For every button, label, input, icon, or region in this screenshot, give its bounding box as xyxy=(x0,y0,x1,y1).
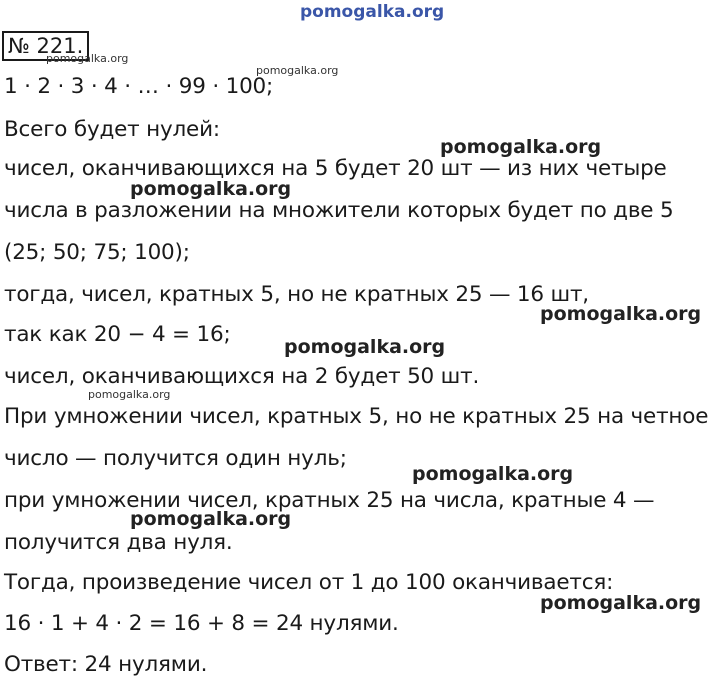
watermark: pomogalka.org xyxy=(284,336,446,358)
problem-number: № 221. xyxy=(2,31,89,61)
watermark-small: pomogalka.org xyxy=(46,52,129,65)
header-watermark[interactable]: pomogalka.org xyxy=(300,2,445,22)
solution-line: При умножении чисел, кратных 5, но не кратных 25 на четное xyxy=(4,404,709,429)
solution-line: число — получится один нуль; xyxy=(4,446,347,471)
answer-line: Ответ: 24 нулями. xyxy=(4,652,208,677)
solution-line: Всего будет нулей: xyxy=(4,117,220,142)
solution-line: 16 · 1 + 4 · 2 = 16 + 8 = 24 нулями. xyxy=(4,611,399,636)
solution-line: получится два нуля. xyxy=(4,530,233,555)
solution-line: Тогда, произведение чисел от 1 до 100 оканчивается: xyxy=(4,570,614,595)
watermark: pomogalka.org xyxy=(130,178,292,200)
watermark: pomogalka.org xyxy=(540,303,702,325)
watermark-small: pomogalka.org xyxy=(256,64,339,77)
solution-line: так как 20 − 4 = 16; xyxy=(4,322,231,347)
watermark: pomogalka.org xyxy=(130,508,292,530)
watermark: pomogalka.org xyxy=(412,463,574,485)
solution-line: числа в разложении на множители которых будет по две 5 xyxy=(4,198,674,223)
solution-line: чисел, оканчивающихся на 5 будет 20 шт — из них четыре xyxy=(4,156,667,181)
watermark: pomogalka.org xyxy=(440,136,602,158)
solution-line: (25; 50; 75; 100); xyxy=(4,240,190,265)
solution-line: при умножении чисел, кратных 25 на числа, кратные 4 — xyxy=(4,488,655,513)
solution-line: чисел, оканчивающихся на 2 будет 50 шт. xyxy=(4,364,480,389)
watermark-small: pomogalka.org xyxy=(88,388,171,401)
watermark: pomogalka.org xyxy=(540,592,702,614)
solution-line: тогда, чисел, кратных 5, но не кратных 25 — 16 шт, xyxy=(4,282,589,307)
solution-line: 1 · 2 · 3 · 4 · … · 99 · 100; xyxy=(4,74,274,99)
